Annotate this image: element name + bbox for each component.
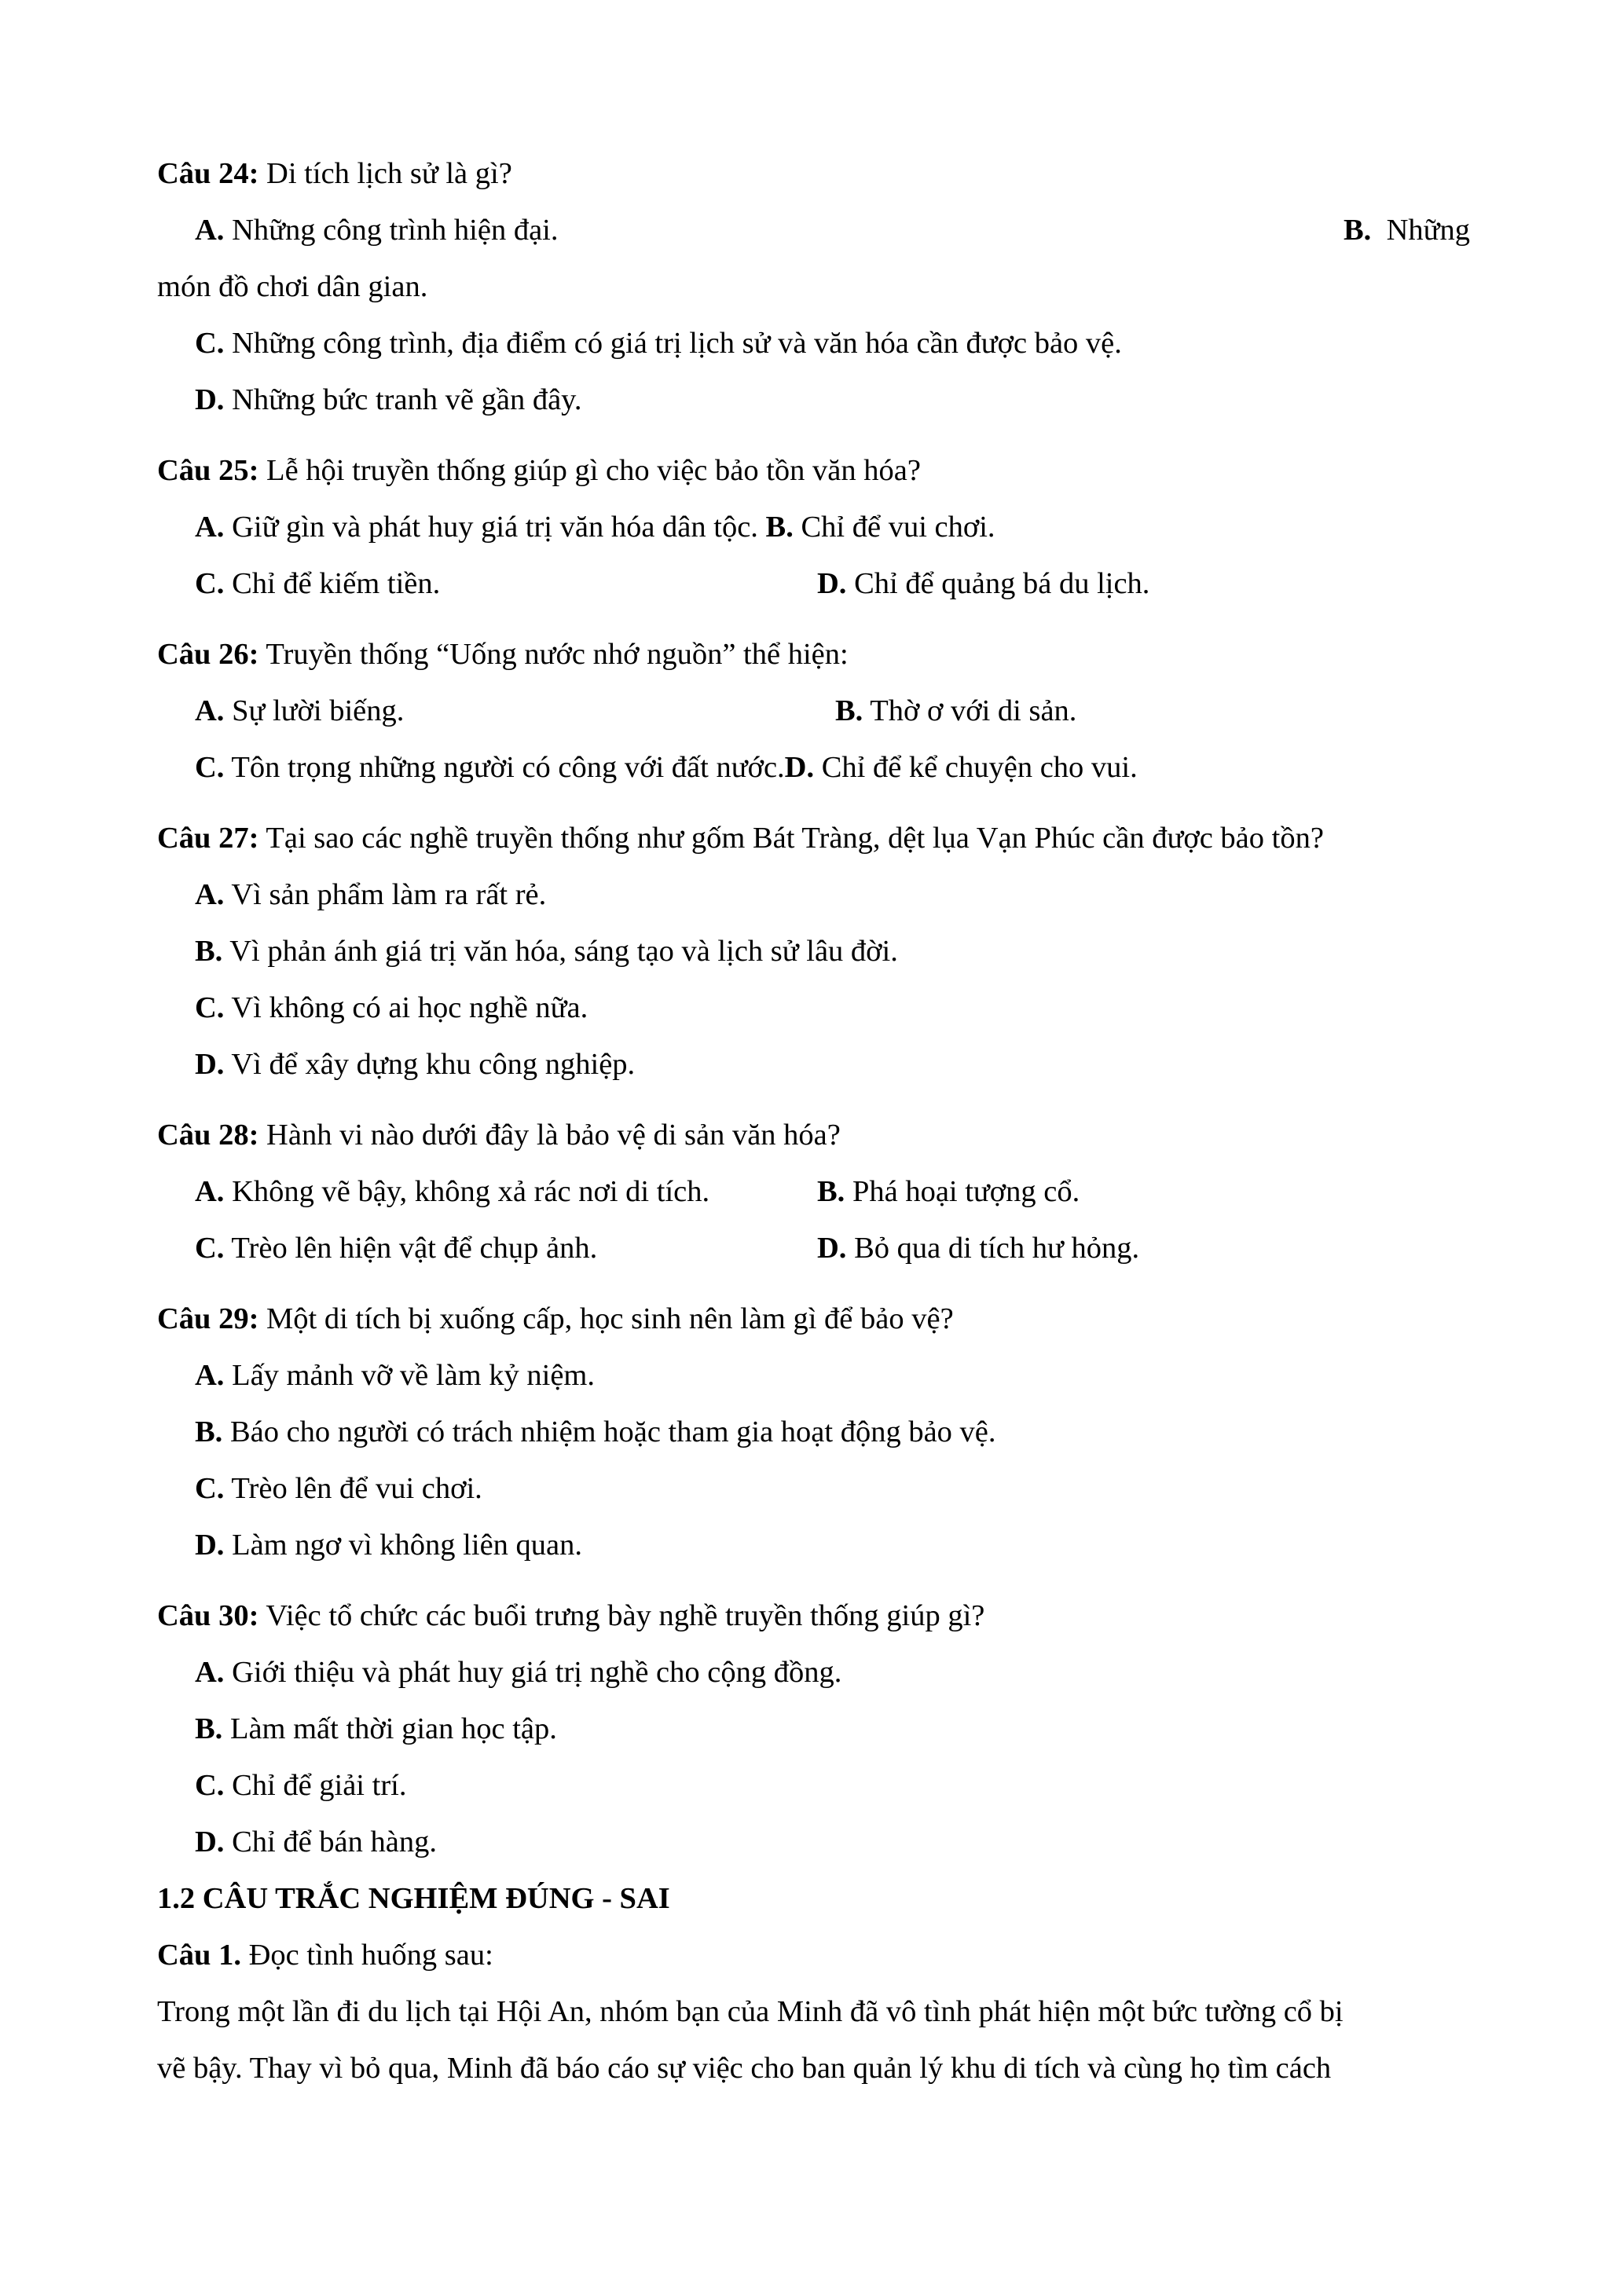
option-26-c: C. Tôn trọng những người có công với đất nước.D. Chỉ để kể chuyện cho vui. (195, 751, 1138, 784)
question-text: Đọc tình huống sau: (248, 1939, 493, 1972)
option-26-d-text: Chỉ để kể chuyện cho vui. (821, 751, 1138, 784)
true-false-question-1 (157, 1940, 493, 1971)
question-label: Câu 30: (157, 1599, 259, 1632)
option-25-d: D. Chỉ để quảng bá du lịch. (817, 567, 1150, 600)
question-30 (157, 1601, 984, 1631)
option-26-a: A. Sự lười biếng. (195, 694, 405, 727)
option-29-a: A. Lấy mảnh vỡ về làm kỷ niệm. (195, 1359, 595, 1392)
option-29-b: B. Báo cho người có trách nhiệm hoặc tham gia hoạt động bảo vệ. (195, 1415, 996, 1448)
question-text: Truyền thống “Uống nước nhớ nguồn” thể hiện: (266, 638, 849, 671)
question-29 (157, 1304, 954, 1335)
option-24-d: D. Những bức tranh vẽ gần đây. (195, 383, 582, 416)
option-26-d-label: D. (784, 751, 815, 784)
option-24-b: B. Những (1344, 214, 1470, 247)
option-27-c: C. Vì không có ai học nghề nữa. (195, 991, 588, 1024)
option-28-d: D. Bỏ qua di tích hư hỏng. (817, 1232, 1140, 1265)
option-25-b-text: Chỉ để vui chơi. (801, 511, 995, 544)
question-text: Lễ hội truyền thống giúp gì cho việc bảo tồn văn hóa? (266, 454, 921, 487)
question-label: Câu 26: (157, 638, 259, 671)
scenario-paragraph-line-2: vẽ bậy. Thay vì bỏ qua, Minh đã báo cáo sự việc cho ban quản lý khu di tích và cùng họ tìm cách (157, 2052, 1332, 2085)
question-26 (157, 639, 849, 670)
option-26-b: B. Thờ ơ với di sản. (835, 694, 1077, 727)
option-27-b: B. Vì phản ánh giá trị văn hóa, sáng tạo và lịch sử lâu đời. (195, 935, 898, 968)
option-24-c: C. Những công trình, địa điểm có giá trị lịch sử và văn hóa cần được bảo vệ. (195, 327, 1122, 360)
option-30-c: C. Chỉ để giải trí. (195, 1769, 407, 1802)
question-label: Câu 27: (157, 822, 259, 855)
option-30-b: B. Làm mất thời gian học tập. (195, 1712, 557, 1745)
option-24-a: A. Những công trình hiện đại. (195, 214, 559, 247)
option-27-d: D. Vì để xây dựng khu công nghiệp. (195, 1048, 636, 1081)
question-label: Câu 28: (157, 1119, 259, 1152)
question-text: Hành vi nào dưới đây là bảo vệ di sản văn hóa? (266, 1119, 841, 1152)
question-text: Tại sao các nghề truyền thống như gốm Bát Tràng, dệt lụa Vạn Phúc cần được bảo tồn? (266, 822, 1324, 855)
option-30-a: A. Giới thiệu và phát huy giá trị nghề cho cộng đồng. (195, 1656, 842, 1689)
option-29-d: D. Làm ngơ vì không liên quan. (195, 1529, 582, 1562)
question-27 (157, 823, 1324, 854)
option-25-b-label: B. (765, 511, 794, 544)
option-25-a: A. Giữ gìn và phát huy giá trị văn hóa dân tộc. B. Chỉ để vui chơi. (195, 511, 995, 544)
question-text: Việc tổ chức các buổi trưng bày nghề truyền thống giúp gì? (266, 1599, 985, 1632)
section-heading: 1.2 CÂU TRẮC NGHIỆM ĐÚNG - SAI (157, 1882, 670, 1915)
option-25-c: C. Chỉ để kiếm tiền. (195, 567, 441, 600)
option-28-b: B. Phá hoại tượng cổ. (817, 1175, 1080, 1208)
question-text: Một di tích bị xuống cấp, học sinh nên làm gì để bảo vệ? (266, 1302, 954, 1335)
question-label: Câu 29: (157, 1302, 259, 1335)
question-label: Câu 25: (157, 454, 259, 487)
question-24 (157, 159, 512, 189)
question-25 (157, 456, 921, 486)
option-28-a: A. Không vẽ bậy, không xả rác nơi di tích. (195, 1175, 710, 1208)
question-label: Câu 1. (157, 1939, 241, 1972)
option-29-c: C. Trèo lên để vui chơi. (195, 1472, 482, 1505)
option-30-d: D. Chỉ để bán hàng. (195, 1825, 437, 1858)
option-28-c: C. Trèo lên hiện vật để chụp ảnh. (195, 1232, 598, 1265)
question-label: Câu 24: (157, 157, 259, 190)
scenario-paragraph-line-1: Trong một lần đi du lịch tại Hội An, nhóm bạn của Minh đã vô tình phát hiện một bức tường cổ bị (157, 1995, 1344, 2028)
question-text: Di tích lịch sử là gì? (266, 157, 512, 190)
question-28 (157, 1120, 841, 1151)
option-27-a: A. Vì sản phẩm làm ra rất rẻ. (195, 878, 547, 911)
option-24-b-continued: món đồ chơi dân gian. (157, 270, 428, 303)
